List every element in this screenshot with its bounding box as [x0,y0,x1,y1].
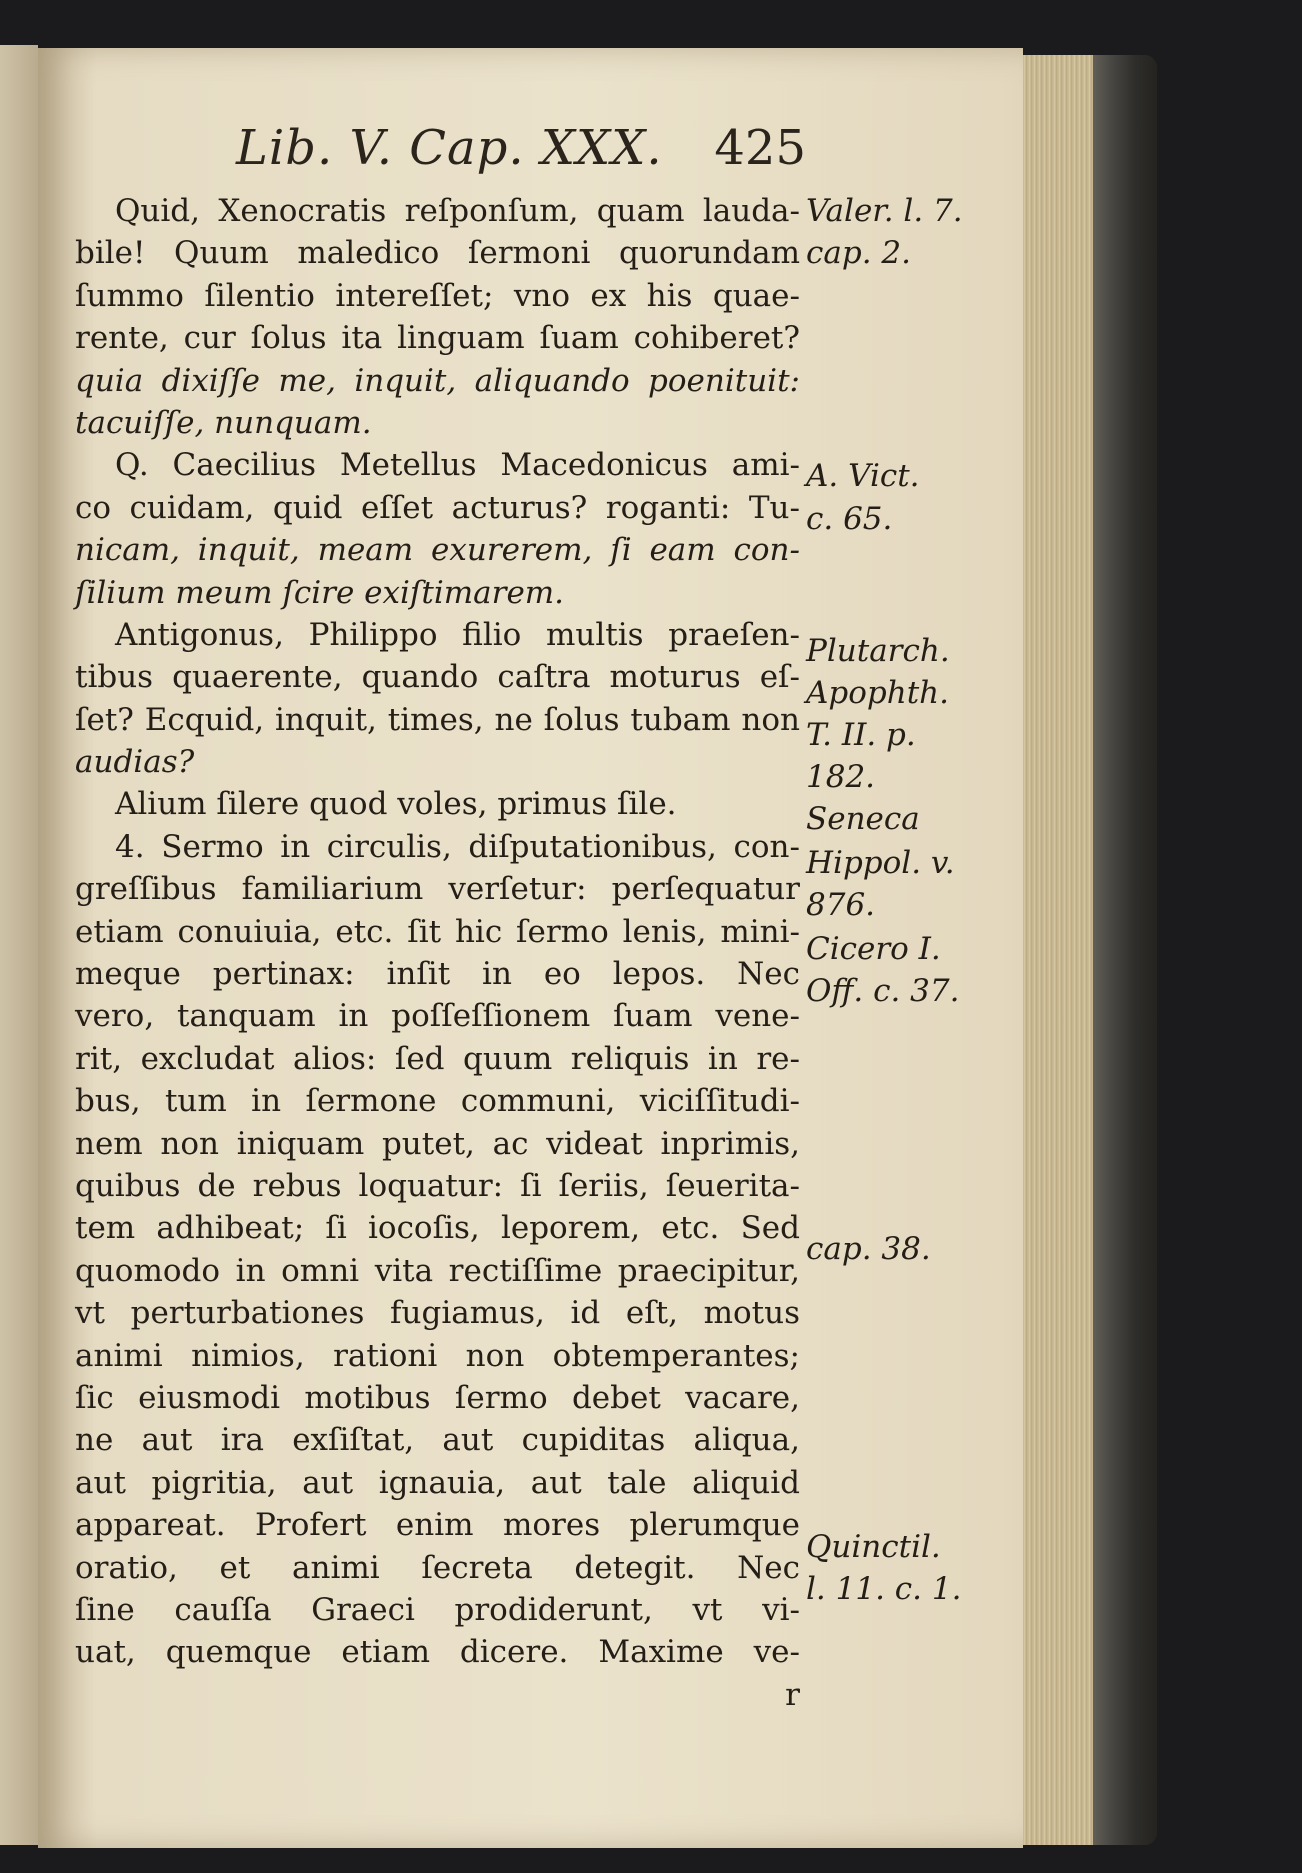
margin-note: T. II. p. [806,717,916,753]
running-title: Lib. V. Cap. XXX. [236,120,663,176]
margin-note: c. 65. [806,501,893,537]
text-line: meque pertinax: inſit in eo lepos. Nec [75,956,800,993]
main-text [75,190,800,1716]
text-line: ſilium meum ſcire exiſtimarem. [75,574,565,611]
margin-note: cap. 2. [806,235,911,271]
book-cover [1085,55,1157,1845]
text-line: Quid, Xenocratis reſponſum, quam lauda- [115,193,800,229]
margin-note: Apophth. [806,675,949,711]
text-line: vero, tanquam in poſſeſſionem ſuam vene- [75,998,800,1035]
text-line: quibus de rebus loquatur: ſi ſeriis, ſeuerita- [75,1167,800,1204]
text-line: greſſibus familiarium verſetur: perſequatur [75,871,800,908]
margin-note: Seneca [806,801,920,837]
margin-note: 876. [806,887,876,923]
text-line: quomodo in omni vita rectiſſime praecipitur, [75,1252,800,1289]
text-line: uat, quemque etiam dicere. Maxime ve- [75,1634,800,1671]
text-line: Antigonus, Philippo filio multis praeſen- [115,616,800,653]
margin-note: Plutarch. [806,633,950,669]
text-line: aut pigritia, aut ignauia, aut tale aliquid [75,1464,800,1501]
text-line: ſummo ſilentio intereſſet; vno ex his quae- [75,277,800,314]
text-line: tibus quaerente, quando caſtra moturus eſ- [75,659,800,696]
page-block-edges [1013,55,1093,1845]
margin-note: cap. 38. [806,1231,931,1267]
text-line: appareat. Profert enim mores plerumque [75,1507,800,1544]
text-line: bile! Quum maledico ſermoni quorundam [75,235,800,272]
text-line: ſet? Ecquid, inquit, times, ne ſolus tubam non [75,701,800,738]
text-line: ſine cauſſa Graeci prodiderunt, vt vi- [75,1591,800,1628]
text-line: Q. Caecilius Metellus Macedonicus ami- [115,447,800,484]
text-line: co cuidam, quid eſſet acturus? roganti: Tu- [75,489,800,526]
margin-note: A. Vict. [806,458,920,494]
margin-note: l. 11. c. 1. [806,1571,962,1607]
text-line: audias? [75,744,195,781]
text-line: Alium ſilere quod voles, primus ſile. [115,786,677,823]
margin-note: Cicero I. [806,931,941,967]
text-line: tem adhibeat; ſi iocoſis, leporem, etc. Sed [75,1210,800,1247]
margin-note: Hippol. v. [806,845,955,881]
margin-note: 182. [806,759,876,795]
text-line: quia dixiſſe me, inquit, aliquando poenituit: [75,362,800,399]
text-line: rente, cur ſolus ita linguam ſuam cohiberet? [75,320,800,357]
text-line: nicam, inquit, meam exurerem, ſi eam con- [75,532,800,569]
running-header [236,120,806,184]
margin-note: Quinctil. [806,1529,941,1565]
margin-note: Valer. l. 7. [806,193,963,229]
previous-page-edge [0,45,38,1845]
text-line: ne aut ira exſiſtat, aut cupiditas aliqua, [75,1422,800,1459]
text-line: vt perturbationes fugiamus, id eſt, motus [75,1295,800,1332]
text-line: animi nimios, rationi non obtemperantes; [75,1337,800,1374]
text-line: 4. Sermo in circulis, diſputationibus, con- [115,828,800,865]
text-line: bus, tum in ſermone communi, viciſſitudi- [75,1083,800,1120]
page-number: 425 [714,120,806,176]
text-line: tacuiſſe, nunquam. [75,404,372,441]
text-line: nem non iniquam putet, ac videat inprimis, [75,1125,800,1162]
catchword: r [785,1676,800,1713]
margin-note: Off. c. 37. [806,973,960,1009]
text-line: ſic eiusmodi motibus ſermo debet vacare, [75,1379,800,1416]
text-line: oratio, et animi ſecreta detegit. Nec [75,1549,800,1586]
text-line: etiam conuiuia, etc. ſit hic ſermo lenis, mini- [75,913,800,950]
text-line: rit, excludat alios: ſed quum reliquis in re- [75,1040,800,1077]
